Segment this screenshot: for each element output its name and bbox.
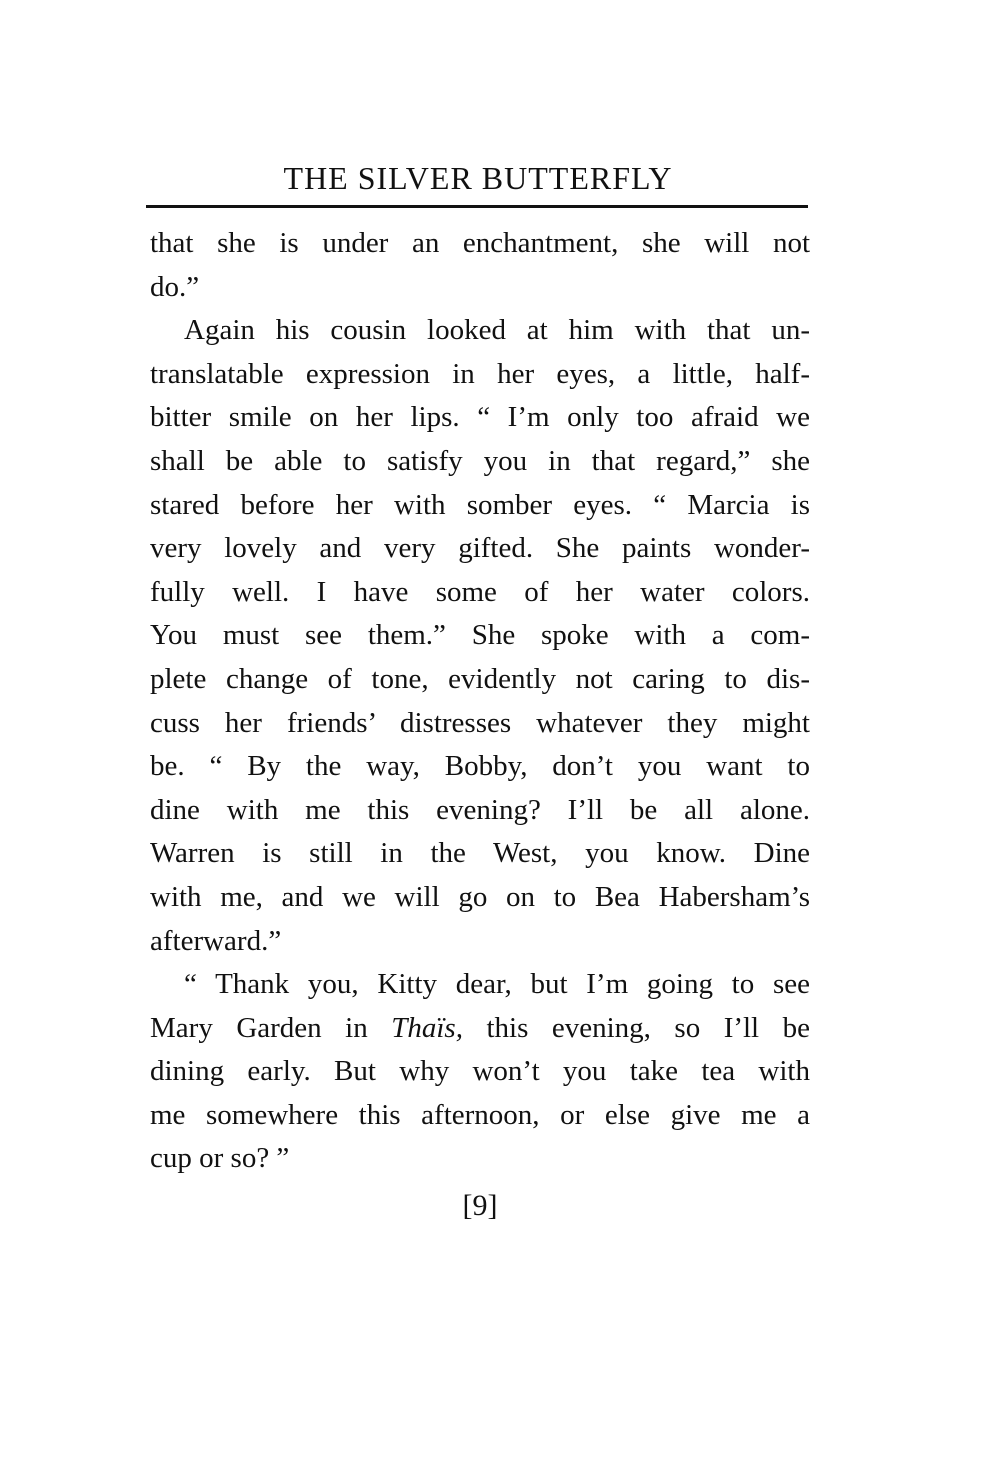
- text-line: cuss her friends’ distresses whatever they might: [150, 706, 810, 739]
- header-rule: [146, 205, 808, 208]
- page-number: [9]: [462, 1189, 498, 1222]
- text-line: afterward.”: [150, 924, 282, 957]
- text-line: with me, and we will go on to Bea Habersham’s: [150, 880, 810, 913]
- text-line: shall be able to satisfy you in that regard,” she: [150, 444, 810, 477]
- text-line: stared before her with somber eyes. “ Marcia is: [150, 488, 810, 521]
- text-line: Again his cousin looked at him with that un-: [184, 314, 810, 347]
- text-line: fully well. I have some of her water colors.: [150, 575, 810, 608]
- text-line: be. “ By the way, Bobby, don’t you want to: [150, 750, 810, 783]
- text-line: cup or so? ”: [150, 1142, 290, 1175]
- text-line: that she is under an enchantment, she will not: [150, 227, 810, 259]
- text-line: dine with me this evening? I’ll be all alone.: [150, 793, 810, 826]
- text-line: Warren is still in the West, you know. Dine: [150, 837, 810, 870]
- text-line-with-italic: [150, 1007, 810, 1051]
- text-span: this evening, so I’ll be: [462, 1011, 810, 1044]
- text-line: dining early. But why won’t you take tea with: [150, 1055, 810, 1088]
- text-line: translatable expression in her eyes, a little, half-: [150, 357, 810, 390]
- text-line: “ Thank you, Kitty dear, but I’m going to see: [184, 968, 810, 1001]
- text-line: me somewhere this afternoon, or else give me a: [150, 1098, 810, 1131]
- text-span: Mary Garden in: [150, 1011, 392, 1044]
- opera-title: Thaïs,: [391, 1011, 463, 1044]
- running-head: THE SILVER BUTTERFLY: [283, 160, 673, 196]
- text-line: very lovely and very gifted. She paints wonder-: [150, 532, 810, 565]
- body-text: [150, 222, 810, 1181]
- text-line: bitter smile on her lips. “ I’m only too afraid we: [150, 401, 810, 434]
- text-line: plete change of tone, evidently not caring to dis-: [150, 662, 810, 695]
- text-line: You must see them.” She spoke with a com-: [150, 619, 810, 652]
- text-line: do.”: [150, 270, 200, 303]
